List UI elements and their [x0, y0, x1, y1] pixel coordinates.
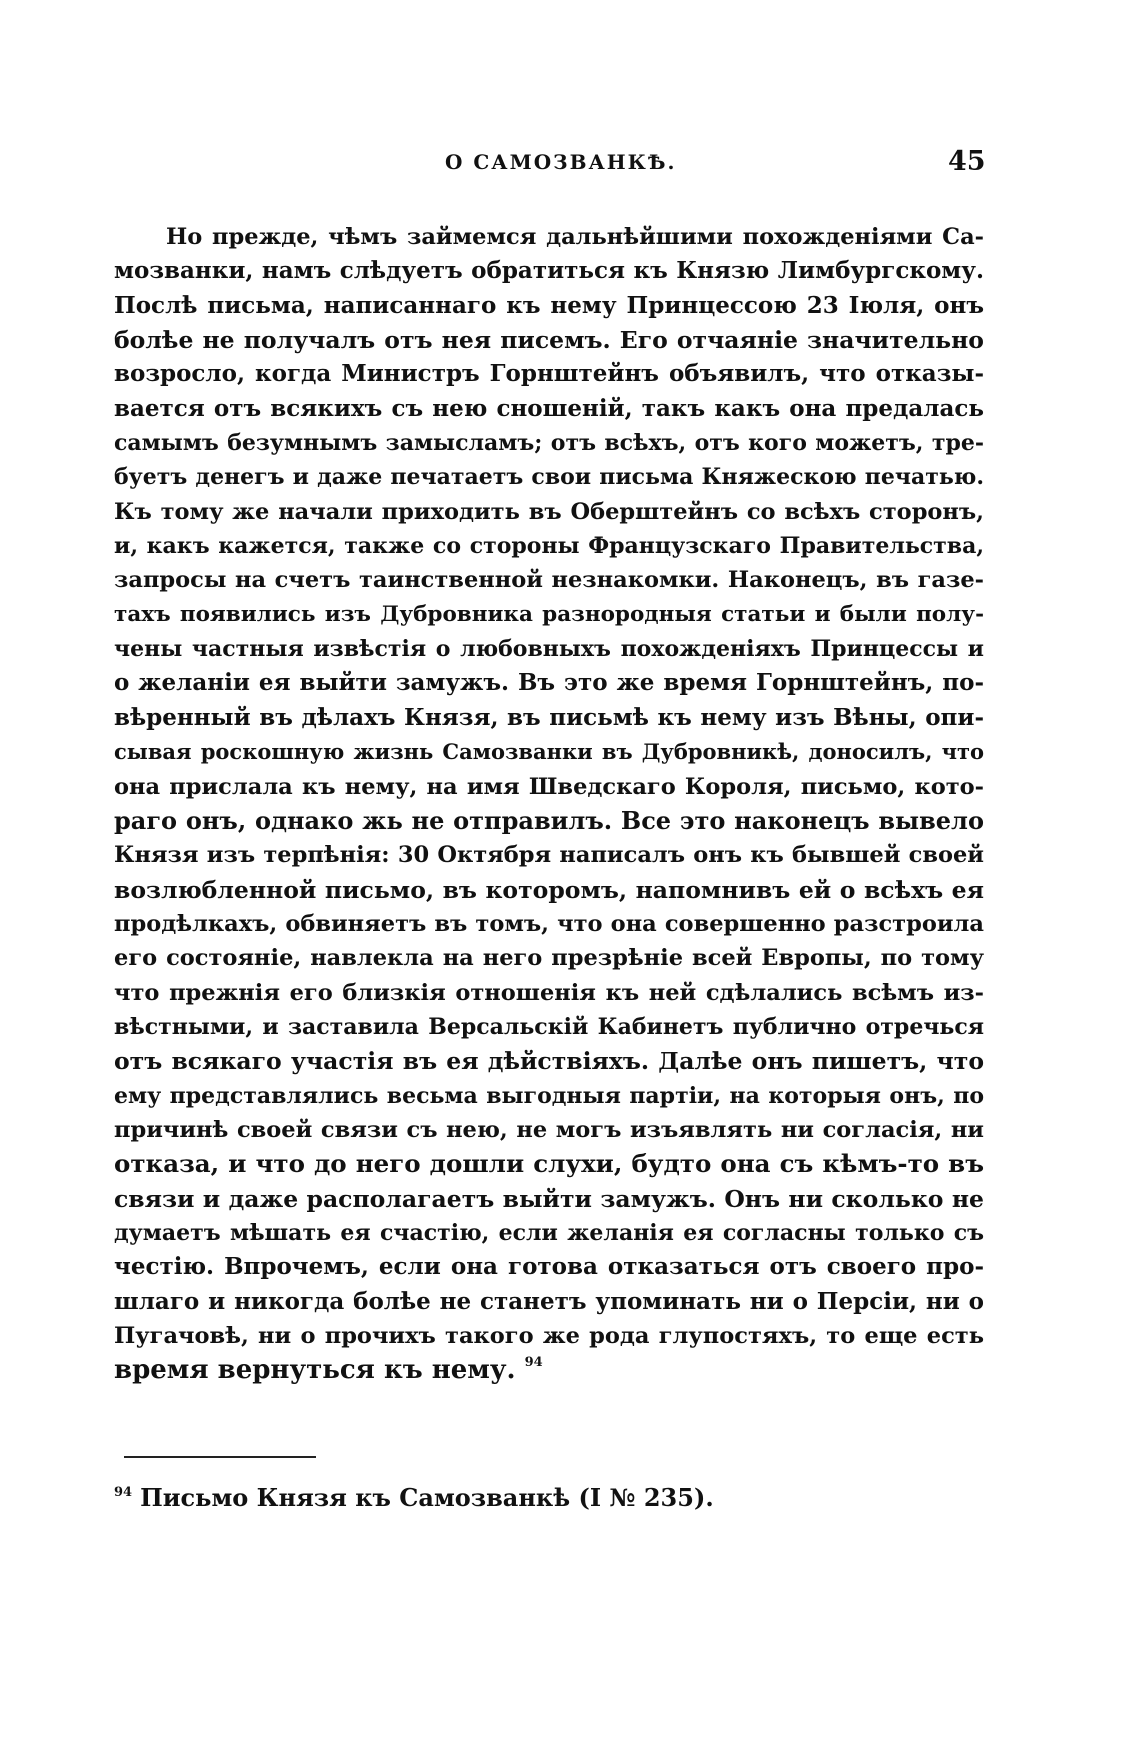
text-line: ему представлялись весьма выгодныя партіи, на которыя онъ, по	[114, 1082, 984, 1109]
footnote-divider	[124, 1456, 316, 1458]
text-line: Послѣ письма, написаннаго къ нему Принцессою 23 Іюля, онъ	[114, 291, 984, 319]
text-line: шлаго и никогда болѣе не станетъ упоминать ни о Персіи, ни о	[114, 1287, 984, 1315]
text-line: чены частныя извѣстія о любовныхъ похожденіяхъ Принцессы и	[114, 636, 984, 663]
text-line: думаетъ мѣшать ея счастію, если желанія ея согласны только съ	[114, 1219, 984, 1246]
text-line: тахъ появились изъ Дубровника разнородныя статьи и были полу-	[114, 601, 984, 627]
text-line: Князя изъ терпѣнія: 30 Октября написалъ онъ къ бывшей своей	[114, 842, 984, 869]
text-line: она прислала къ нему, на имя Шведскаго Короля, письмо, кото-	[114, 773, 984, 800]
text-line: связи и даже располагаетъ выйти замужъ. Онъ ни сколько не	[114, 1184, 984, 1213]
text-line: вѣренный въ дѣлахъ Князя, въ письмѣ къ нему изъ Вѣны, опи-	[114, 703, 984, 731]
page-number: 45	[948, 146, 986, 177]
main-text	[114, 220, 984, 1388]
text-line: причинѣ своей связи съ нею, не могъ изъявлять ни согласія, ни	[114, 1116, 984, 1143]
text-line: отказа, и что до него дошли слухи, будто она съ кѣмъ-то въ	[114, 1149, 984, 1179]
text-line: вается отъ всякихъ съ нею сношеній, такъ какъ она предалась	[114, 394, 984, 422]
text-line: возлюбленной письмо, въ которомъ, напомнивъ ей о всѣхъ ея	[114, 875, 984, 904]
text-line: буетъ денегъ и даже печатаетъ свои письма Княжескою печатью.	[114, 464, 984, 491]
footnote-reference[interactable]: 94	[524, 1355, 543, 1371]
text-line: Но прежде, чѣмъ займемся дальнѣйшими похожденіями Са-	[166, 224, 984, 250]
text-line: честію. Впрочемъ, если она готова отказаться отъ своего про-	[114, 1253, 984, 1281]
text-line: Къ тому же начали приходить въ Оберштейнъ со всѣхъ сторонъ,	[114, 498, 984, 525]
text-line: сывая роскошную жизнь Самозванки въ Дубровникѣ, доносилъ, что	[114, 739, 984, 765]
text-line: Пугачовѣ, ни о прочихъ такого же рода глупостяхъ, то еще есть	[114, 1323, 984, 1349]
text-line: самымъ безумнымъ замысламъ; отъ всѣхъ, отъ кого можетъ, тре-	[114, 430, 984, 457]
text-line: мозванки, намъ слѣдуетъ обратиться къ Князю Лимбургскому.	[114, 257, 984, 285]
text-line-end: время вернуться къ нему.	[114, 1355, 516, 1386]
text-line: отъ всякаго участія въ ея дѣйствіяхъ. Далѣе онъ пишетъ, что	[114, 1047, 984, 1076]
text-line: болѣе не получалъ отъ нея писемъ. Его отчаяніе значительно	[114, 326, 984, 355]
footnote-text: Письмо Князя къ Самозванкѣ (I № 235).	[140, 1483, 714, 1512]
footnote	[114, 1483, 714, 1512]
text-line: его состояніе, навлекла на него презрѣніе всей Европы, по тому	[114, 945, 984, 972]
text-line: о желаніи ея выйти замужъ. Въ это же время Горнштейнъ, по-	[114, 669, 984, 697]
footnote-marker: 94	[114, 1485, 133, 1500]
text-line: запросы на счетъ таинственной незнакомки. Наконецъ, въ газе-	[114, 567, 984, 594]
text-line: раго онъ, однако жь не отправилъ. Все это наконецъ вывело	[114, 805, 984, 835]
text-line: продѣлкахъ, обвиняетъ въ томъ, что она совершенно разстроила	[114, 910, 984, 937]
text-line: возросло, когда Министръ Горнштейнъ объявилъ, что отказы-	[114, 360, 984, 388]
text-line-last	[114, 1353, 984, 1387]
text-line: что прежнія его близкія отношенія къ ней сдѣлались всѣмъ из-	[114, 979, 984, 1006]
text-line: вѣстными, и заставила Версальскій Кабинетъ публично отречься	[114, 1013, 984, 1040]
running-title: О САМОЗВАНКѢ.	[445, 150, 677, 174]
text-line: и, какъ кажется, также со стороны Французскаго Правительства,	[114, 533, 984, 560]
